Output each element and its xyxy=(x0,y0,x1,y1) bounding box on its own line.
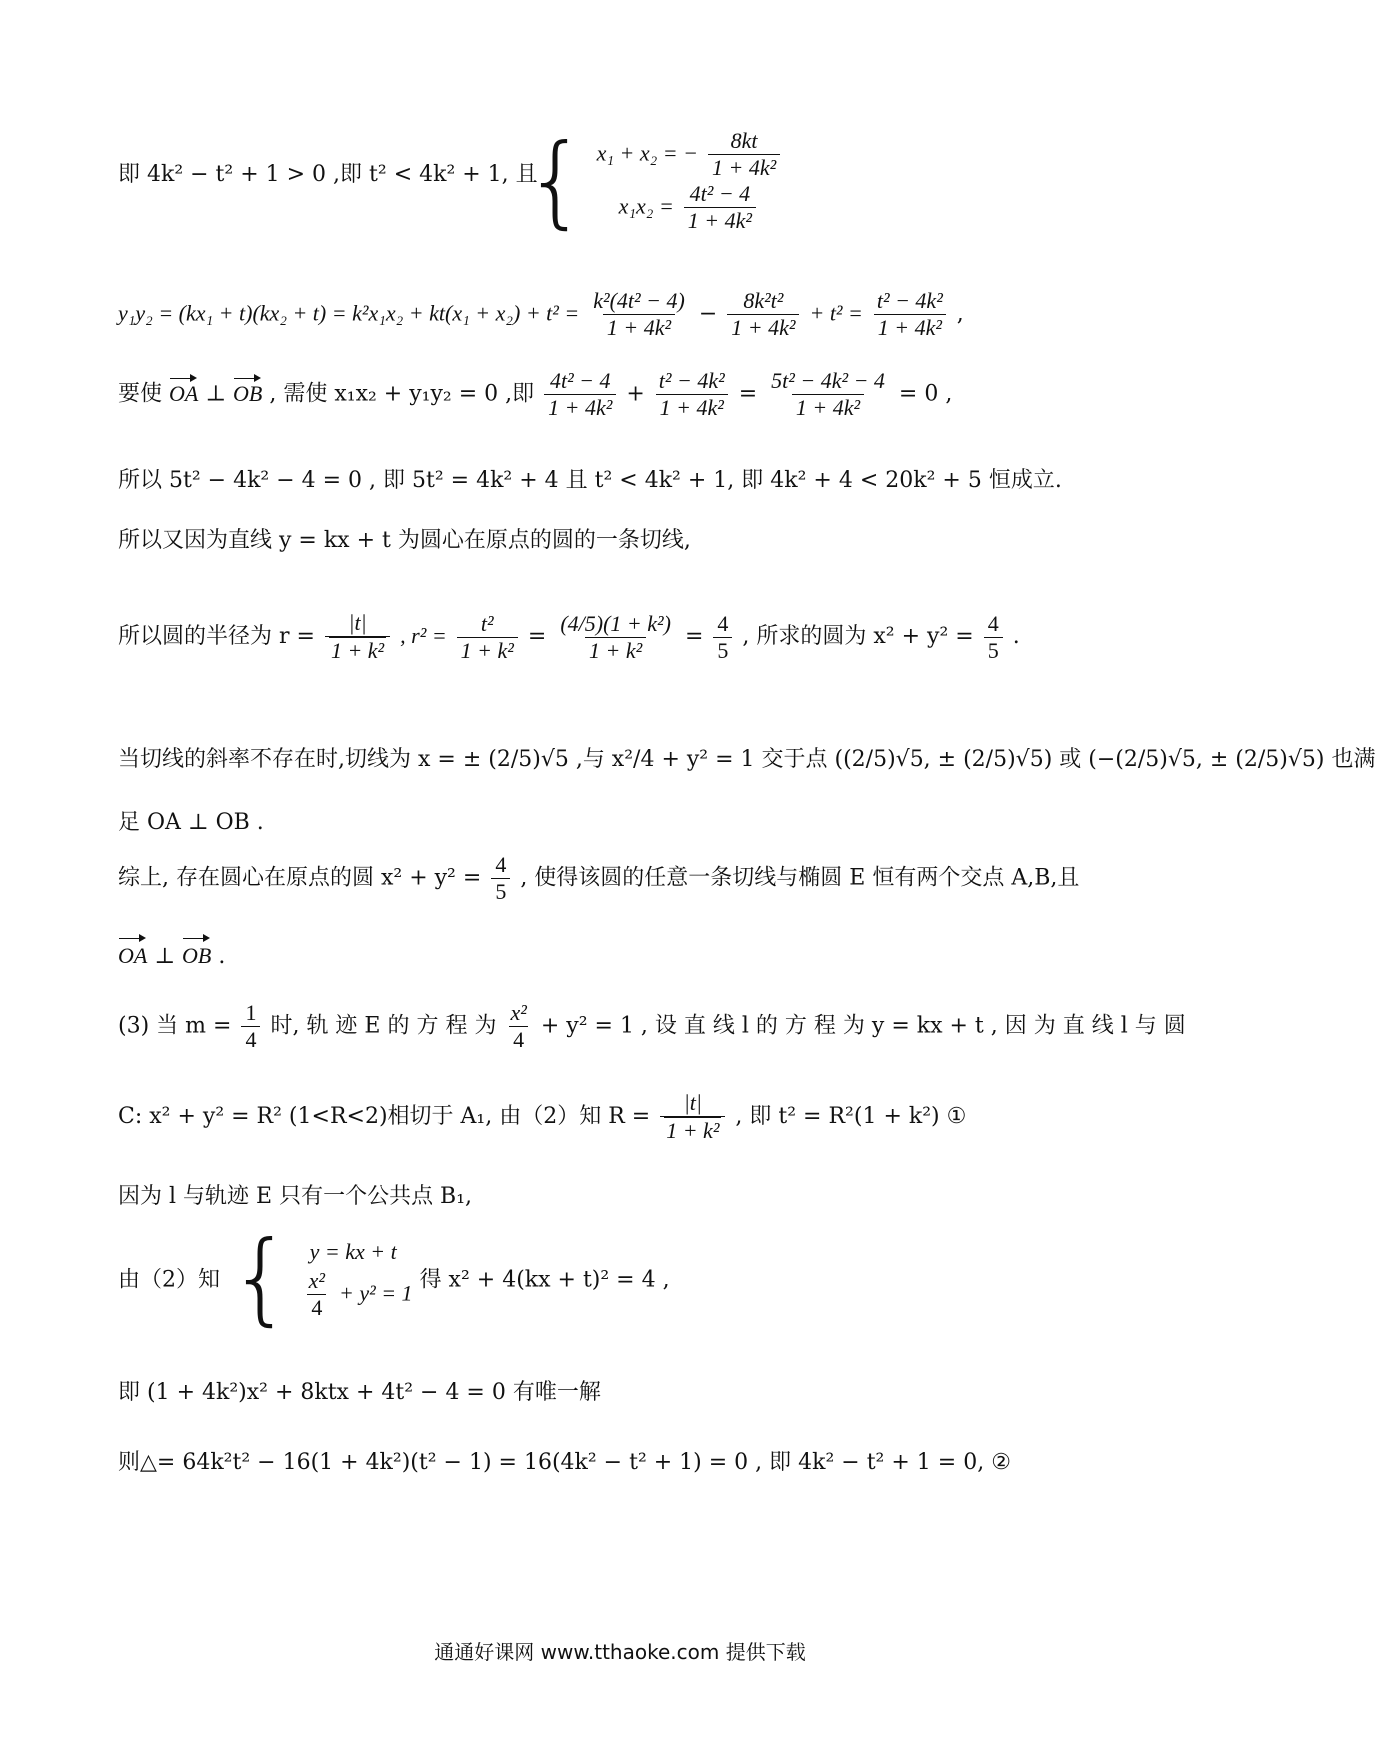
fraction-num: 8kt xyxy=(730,128,758,153)
line-7-text: 当切线的斜率不存在时,切线为 x = ± (2/5)√5 ,与 x²/4 + y² = 1 交于点 ((2/5)√5, ± (2/5)√5) 或 (−(2/5)√5, ± (2/5)√5) 也满 xyxy=(118,747,1375,772)
fraction xyxy=(767,368,889,421)
fraction xyxy=(660,1090,725,1144)
fraction-den: 4 xyxy=(241,1026,260,1053)
fraction xyxy=(708,128,780,181)
fraction xyxy=(491,852,510,905)
fraction-num: |t| xyxy=(683,1090,702,1115)
line-3-lead: 要使 xyxy=(118,381,163,407)
plus-sign: + xyxy=(626,381,645,407)
line-11 xyxy=(118,1000,1186,1053)
fraction-num: 1 xyxy=(245,1000,257,1025)
fraction xyxy=(457,611,518,664)
left-brace-icon: { xyxy=(524,122,588,239)
fraction xyxy=(241,1000,260,1053)
fraction-num: t² − 4k² xyxy=(658,368,725,393)
line-2 xyxy=(118,288,964,341)
line-5 xyxy=(118,526,691,556)
fraction-den: 4 xyxy=(509,1026,528,1053)
vector-oa: OA xyxy=(169,375,198,407)
fraction-den: 1 + 4k² xyxy=(603,314,675,341)
fraction-num: x² xyxy=(510,1000,527,1025)
fraction xyxy=(713,611,732,664)
fraction-den: 1 + 4k² xyxy=(727,314,799,341)
system-row-1: y = kx + t xyxy=(309,1238,397,1264)
fraction-den xyxy=(325,636,390,664)
fraction-den: 1 + 4k² xyxy=(656,394,728,421)
system-equations xyxy=(302,1236,413,1321)
system-equations xyxy=(597,128,784,234)
period: . xyxy=(1012,624,1020,649)
equals-sign: = xyxy=(738,381,758,407)
fraction-den: 1 + k² xyxy=(585,637,646,664)
system-row-2-lhs: x₁x₂ = xyxy=(618,193,674,219)
fraction-den: 5 xyxy=(491,878,510,905)
vector-oa: OA xyxy=(118,935,147,971)
line-11-lead: (3) 当 m = xyxy=(118,1013,232,1039)
line-3-mid: , 需使 x₁x₂ + y₁y₂ = 0 ,即 xyxy=(269,381,535,407)
line-14 xyxy=(118,1219,670,1336)
line-12-tail: , 即 t² = R²(1 + k²) ① xyxy=(735,1104,967,1129)
fraction-den: 5 xyxy=(713,637,732,664)
line-3-end: = 0 , xyxy=(898,381,953,407)
fraction-num: k²(4t² − 4) xyxy=(593,288,685,313)
perp-symbol: ⊥ xyxy=(154,944,176,969)
line-14-lead: 由（2）知 xyxy=(118,1267,220,1293)
system-row-2 xyxy=(302,1268,413,1321)
line-9 xyxy=(118,852,1079,905)
line-6-lead: 所以圆的半径为 r = xyxy=(118,624,315,649)
fraction-den xyxy=(660,1116,725,1144)
fraction-den: 1 + 4k² xyxy=(708,154,780,181)
line-13 xyxy=(118,1182,472,1212)
line-8-text: 足 OA ⊥ OB . xyxy=(118,810,264,835)
line-12 xyxy=(118,1090,966,1144)
fraction-den: 1 + k² xyxy=(457,637,518,664)
fraction xyxy=(325,610,390,664)
line-6 xyxy=(118,610,1020,664)
equals-sign: = xyxy=(684,624,704,649)
fraction-num: 5t² − 4k² − 4 xyxy=(771,368,885,393)
fraction-den: 1 + 4k² xyxy=(874,314,946,341)
fraction-den: 5 xyxy=(984,637,1003,664)
fraction-num: 8k²t² xyxy=(743,288,784,313)
line-1-text: 即 4k² − t² + 1 > 0 ,即 t² < 4k² + 1, 且 xyxy=(118,162,538,187)
line-3 xyxy=(118,368,952,421)
fraction xyxy=(589,288,689,341)
fraction xyxy=(984,611,1003,664)
line-6-tail: , 所求的圆为 x² + y² = xyxy=(742,624,974,649)
line-1-system xyxy=(522,122,783,239)
line-4-text: 所以 5t² − 4k² − 4 = 0 , 即 5t² = 4k² + 4 且 t² < 4k² + 1, 即 4k² + 4 < 20k² + 5 恒成立. xyxy=(118,468,1062,493)
footer-source: 通通好课网 www.tthaoke.com 提供下载 xyxy=(434,1640,806,1664)
line-2-mid: + t² = xyxy=(809,300,863,326)
fraction-num: t² xyxy=(480,610,494,636)
comma: , xyxy=(956,301,964,327)
fraction-num: |t| xyxy=(348,610,367,635)
fraction-num: 4t² − 4 xyxy=(549,368,611,393)
line-16-text: 则△= 64k²t² − 16(1 + 4k²)(t² − 1) = 16(4k² − t² + 1) = 0 , 即 4k² − t² + 1 = 0, ② xyxy=(118,1450,1011,1475)
fraction-den: 4 xyxy=(307,1294,326,1321)
fraction-den: 1 + 4k² xyxy=(792,394,864,421)
sqrt-radicand: 1 + k² xyxy=(666,1118,720,1143)
line-14-tail: 得 x² + 4(kx + t)² = 4 , xyxy=(419,1267,670,1293)
left-brace-icon: { xyxy=(229,1219,293,1336)
period: . xyxy=(218,944,226,969)
line-2-lhs: y₁y₂ = (kx₁ + t)(kx₂ + t) = k²x₁x₂ + kt(x₁ + x₂) + t² = xyxy=(118,300,580,326)
equals-sign: = xyxy=(527,624,547,649)
line-9-tail: , 使得该圆的任意一条切线与椭圆 E 恒有两个交点 A,B,且 xyxy=(520,865,1080,891)
fraction xyxy=(305,1268,329,1321)
line-16 xyxy=(118,1448,1011,1478)
fraction-num: 4t² − 4 xyxy=(689,181,751,206)
fraction xyxy=(506,1000,530,1053)
fraction xyxy=(544,368,616,421)
fraction-num: (4/5)(1 + k²) xyxy=(560,610,671,636)
fraction-den: 1 + 4k² xyxy=(684,207,756,234)
fraction xyxy=(727,288,799,341)
line-4 xyxy=(118,466,1062,496)
perp-symbol: ⊥ xyxy=(205,381,227,407)
line-10 xyxy=(118,935,225,972)
line-15-text: 即 (1 + 4k²)x² + 8ktx + 4t² − 4 = 0 有唯一解 xyxy=(118,1380,601,1405)
line-11-mid: 时, 轨 迹 E 的 方 程 为 xyxy=(270,1013,497,1039)
line-8 xyxy=(118,808,264,838)
minus-sign: − xyxy=(698,301,718,327)
fraction-den: 1 + 4k² xyxy=(544,394,616,421)
line-13-text: 因为 l 与轨迹 E 只有一个公共点 B₁, xyxy=(118,1184,473,1209)
system-row-2-rest: + y² = 1 xyxy=(339,1280,413,1305)
line-11-tail: + y² = 1 , 设 直 线 l 的 方 程 为 y = kx + t , 因 为 直 线 l 与 圆 xyxy=(540,1013,1186,1039)
vector-ob: OB xyxy=(233,375,262,407)
fraction-num: x² xyxy=(308,1267,325,1293)
system-row-2 xyxy=(619,181,784,234)
line-1 xyxy=(118,160,538,190)
fraction xyxy=(655,368,729,421)
fraction xyxy=(556,611,675,664)
system-row-1-lhs: x₁ + x₂ = − xyxy=(596,140,698,166)
fraction-num: 4 xyxy=(495,852,507,877)
system-row-1 xyxy=(597,128,784,181)
fraction xyxy=(873,288,947,341)
line-9-lead: 综上, 存在圆心在原点的圆 x² + y² = xyxy=(118,865,482,891)
line-6-mid: , r² = xyxy=(400,623,447,648)
line-12-lead: C: x² + y² = R² (1<R<2)相切于 A₁, 由（2）知 R = xyxy=(118,1104,651,1129)
sqrt-radicand: 1 + k² xyxy=(330,638,385,663)
fraction xyxy=(684,181,756,234)
line-5-text: 所以又因为直线 y = kx + t 为圆心在原点的圆的一条切线, xyxy=(118,528,691,553)
line-7 xyxy=(118,745,1375,775)
fraction-num: t² − 4k² xyxy=(876,288,943,313)
fraction-num: 4 xyxy=(987,610,999,636)
line-15 xyxy=(118,1378,601,1408)
vector-ob: OB xyxy=(182,935,211,971)
fraction-num: 4 xyxy=(717,610,729,636)
